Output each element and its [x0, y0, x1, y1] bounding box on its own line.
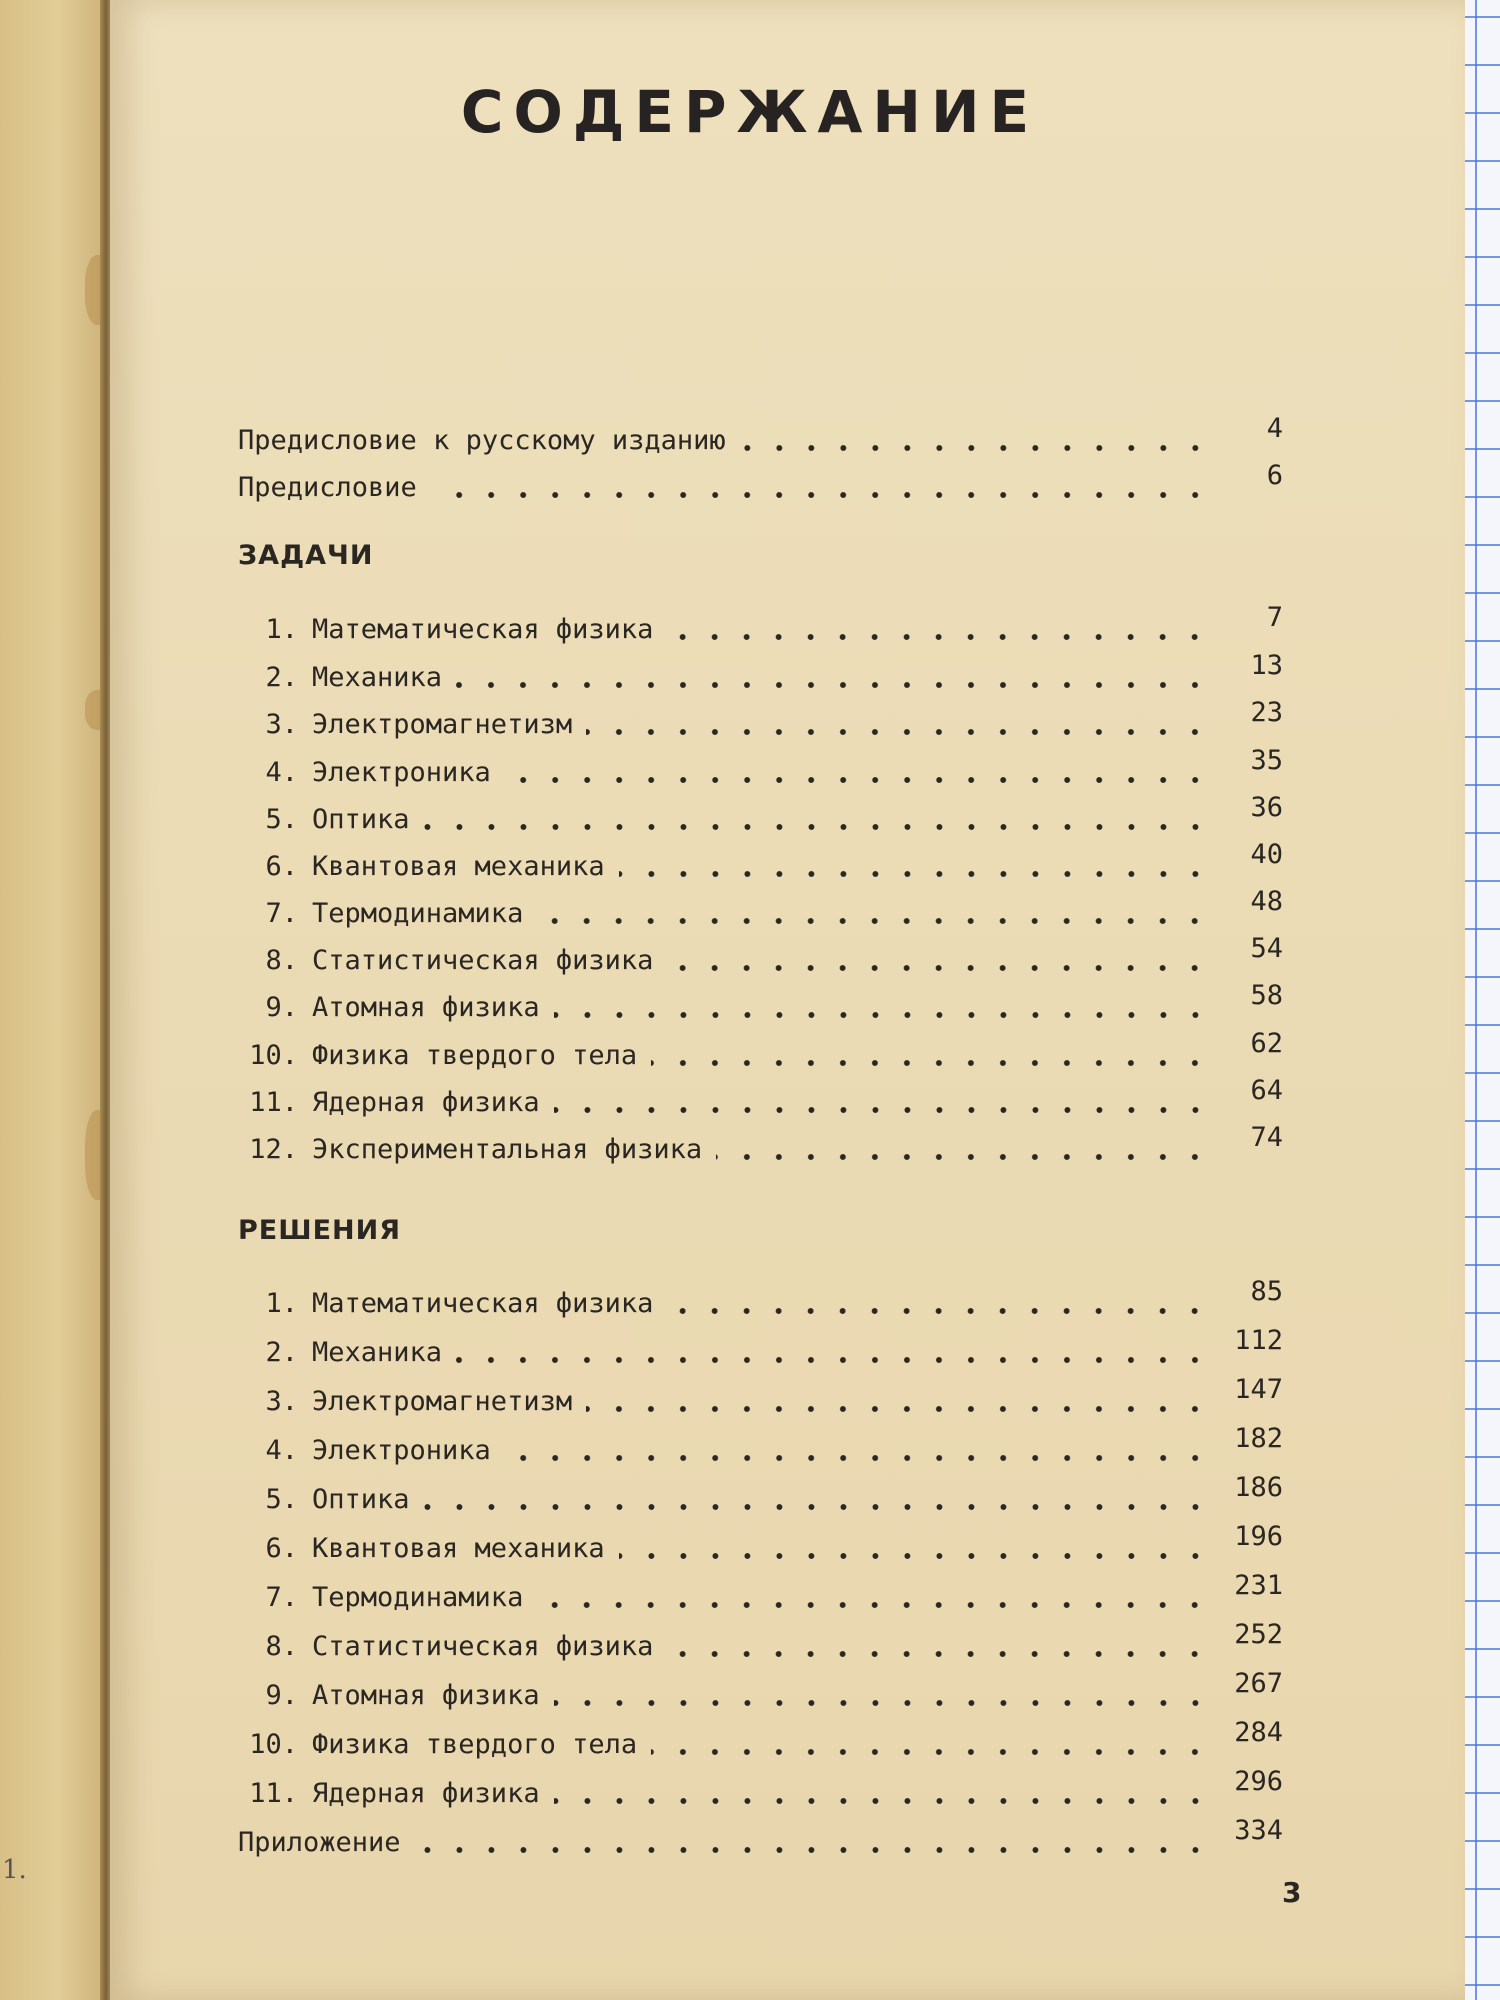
toc-entry-number: 7.	[265, 1582, 298, 1613]
toc-entry	[238, 597, 1283, 643]
dot-leader	[456, 1356, 1211, 1364]
toc-entry-page: 334	[1234, 1815, 1283, 1846]
toc-entry-number: 6.	[265, 851, 298, 882]
dot-leader	[667, 1650, 1211, 1658]
toc-entry-title: Атомная физика	[312, 992, 540, 1023]
toc-entry-appendix	[238, 1810, 1283, 1856]
toc-entry-number: 7.	[265, 898, 298, 929]
dot-leader	[554, 1797, 1211, 1805]
toc-entry-page: 112	[1234, 1325, 1283, 1356]
toc-entry-page: 40	[1250, 839, 1283, 870]
dot-leader	[537, 917, 1211, 925]
toc-entry-page: 296	[1234, 1766, 1283, 1797]
toc-entry	[238, 645, 1283, 691]
toc-entry	[238, 1467, 1283, 1513]
dot-leader	[667, 1307, 1211, 1315]
toc-entry-number: 10.	[249, 1040, 298, 1071]
toc-entry-number: 2.	[265, 662, 298, 693]
toc-entry-number: 8.	[265, 1631, 298, 1662]
toc-entry	[238, 1070, 1283, 1116]
toc-entry	[238, 1320, 1283, 1366]
toc-entry	[238, 1023, 1283, 1069]
graph-paper-edge	[1465, 0, 1500, 2000]
toc-entry-title: Статистическая физика	[312, 1631, 654, 1662]
toc-entry	[238, 928, 1283, 974]
page-number: 3	[1282, 1876, 1302, 1909]
toc-entry-page: 231	[1234, 1570, 1283, 1601]
toc-entry-number: 11.	[249, 1778, 298, 1809]
dot-leader	[505, 1454, 1211, 1462]
toc-entry-page: 284	[1234, 1717, 1283, 1748]
toc-entry-page: 186	[1234, 1472, 1283, 1503]
toc-entry-number: 9.	[265, 1680, 298, 1711]
toc-entry-title: Атомная физика	[312, 1680, 540, 1711]
left-page-mark: 1.	[2, 1855, 27, 1885]
toc-entry-title: Математическая физика	[312, 1288, 654, 1319]
toc-entry-title: Квантовая механика	[312, 1533, 605, 1564]
section-heading-problems: ЗАДАЧИ	[238, 540, 374, 571]
toc-entry	[238, 834, 1283, 880]
toc-entry-page: 62	[1250, 1028, 1283, 1059]
toc-entry-title: Термодинамика	[312, 1582, 524, 1613]
toc-entry	[238, 1271, 1283, 1317]
dot-leader	[505, 776, 1211, 784]
toc-entry	[238, 975, 1283, 1021]
dot-leader	[415, 1846, 1211, 1854]
dot-leader	[554, 1106, 1211, 1114]
toc-entry-title: Электромагнетизм	[312, 709, 573, 740]
toc-entry-preface	[238, 455, 1283, 501]
toc-entry-title: Физика твердого тела	[312, 1040, 638, 1071]
toc-entry-title: Механика	[312, 662, 443, 693]
toc-entry-preface-russian	[238, 408, 1283, 454]
toc-entry-page: 48	[1250, 886, 1283, 917]
toc-entry-page: 54	[1250, 933, 1283, 964]
dot-leader	[716, 1153, 1211, 1161]
page-title: СОДЕРЖАНИЕ	[460, 78, 1040, 146]
toc-entry	[238, 881, 1283, 927]
toc-entry-number: 1.	[265, 614, 298, 645]
dot-leader	[740, 444, 1211, 452]
toc-entry-page: 252	[1234, 1619, 1283, 1650]
toc-entry-number: 6.	[265, 1533, 298, 1564]
toc-entry-title: Механика	[312, 1337, 443, 1368]
toc-entry-title: Экспериментальная физика	[312, 1134, 703, 1165]
toc-entry-page: 35	[1250, 745, 1283, 776]
toc-entry-page: 23	[1250, 697, 1283, 728]
toc-entry-title: Ядерная физика	[312, 1778, 540, 1809]
dot-leader	[619, 1552, 1211, 1560]
toc-entry	[238, 1712, 1283, 1758]
dot-leader	[586, 728, 1211, 736]
dot-leader	[667, 964, 1211, 972]
toc-entry	[238, 1761, 1283, 1807]
dot-leader	[456, 681, 1211, 689]
toc-entry-number: 5.	[265, 1484, 298, 1515]
toc-entry-page: 85	[1250, 1276, 1283, 1307]
toc-entry-page: 6	[1266, 460, 1283, 491]
toc-entry-number: 10.	[249, 1729, 298, 1760]
toc-entry-number: 3.	[265, 1386, 298, 1417]
dot-leader	[424, 1503, 1211, 1511]
toc-entry-title: Электроника	[312, 1435, 491, 1466]
toc-entry-title: Предисловие	[238, 472, 417, 503]
toc-entry-number: 4.	[265, 757, 298, 788]
dot-leader	[554, 1011, 1211, 1019]
dot-leader	[651, 1059, 1211, 1067]
toc-entry-title: Математическая физика	[312, 614, 654, 645]
toc-entry-title: Оптика	[312, 804, 410, 835]
toc-entry-page: 36	[1250, 792, 1283, 823]
dot-leader	[651, 1748, 1211, 1756]
toc-entry-title: Оптика	[312, 1484, 410, 1515]
dot-leader	[554, 1699, 1211, 1707]
dot-leader	[667, 633, 1211, 641]
toc-entry-title: Электромагнетизм	[312, 1386, 573, 1417]
toc-entry-number: 12.	[249, 1134, 298, 1165]
dot-leader	[431, 491, 1211, 499]
toc-entry-number: 1.	[265, 1288, 298, 1319]
toc-entry-page: 64	[1250, 1075, 1283, 1106]
dot-leader	[537, 1601, 1211, 1609]
toc-entry-title: Электроника	[312, 757, 491, 788]
toc-entry-title: Приложение	[238, 1827, 401, 1858]
toc-entry-title: Предисловие к русскому изданию	[238, 425, 726, 456]
toc-entry	[238, 1117, 1283, 1163]
toc-entry-title: Квантовая механика	[312, 851, 605, 882]
dot-leader	[619, 870, 1211, 878]
dot-leader	[586, 1405, 1211, 1413]
toc-entry-title: Термодинамика	[312, 898, 524, 929]
toc-entry-number: 9.	[265, 992, 298, 1023]
toc-entry	[238, 1516, 1283, 1562]
toc-entry-number: 4.	[265, 1435, 298, 1466]
toc-entry	[238, 1614, 1283, 1660]
toc-entry	[238, 692, 1283, 738]
toc-entry-title: Ядерная физика	[312, 1087, 540, 1118]
toc-entry	[238, 740, 1283, 786]
toc-entry-page: 147	[1234, 1374, 1283, 1405]
dot-leader	[424, 823, 1211, 831]
toc-entry-number: 5.	[265, 804, 298, 835]
toc-entry	[238, 1663, 1283, 1709]
toc-entry-page: 196	[1234, 1521, 1283, 1552]
toc-entry	[238, 1565, 1283, 1611]
toc-entry-page: 182	[1234, 1423, 1283, 1454]
toc-entry	[238, 787, 1283, 833]
toc-entry-number: 3.	[265, 709, 298, 740]
toc-entry-number: 2.	[265, 1337, 298, 1368]
toc-entry-page: 58	[1250, 980, 1283, 1011]
toc-entry-page: 13	[1250, 650, 1283, 681]
section-heading-solutions: РЕШЕНИЯ	[238, 1215, 402, 1246]
toc-entry-page: 7	[1266, 602, 1283, 633]
toc-entry	[238, 1418, 1283, 1464]
toc-entry-page: 4	[1266, 413, 1283, 444]
toc-entry-number: 8.	[265, 945, 298, 976]
toc-entry-number: 11.	[249, 1087, 298, 1118]
toc-entry-title: Статистическая физика	[312, 945, 654, 976]
toc-entry-page: 267	[1234, 1668, 1283, 1699]
toc-entry	[238, 1369, 1283, 1415]
toc-entry-title: Физика твердого тела	[312, 1729, 638, 1760]
toc-entry-page: 74	[1250, 1122, 1283, 1153]
